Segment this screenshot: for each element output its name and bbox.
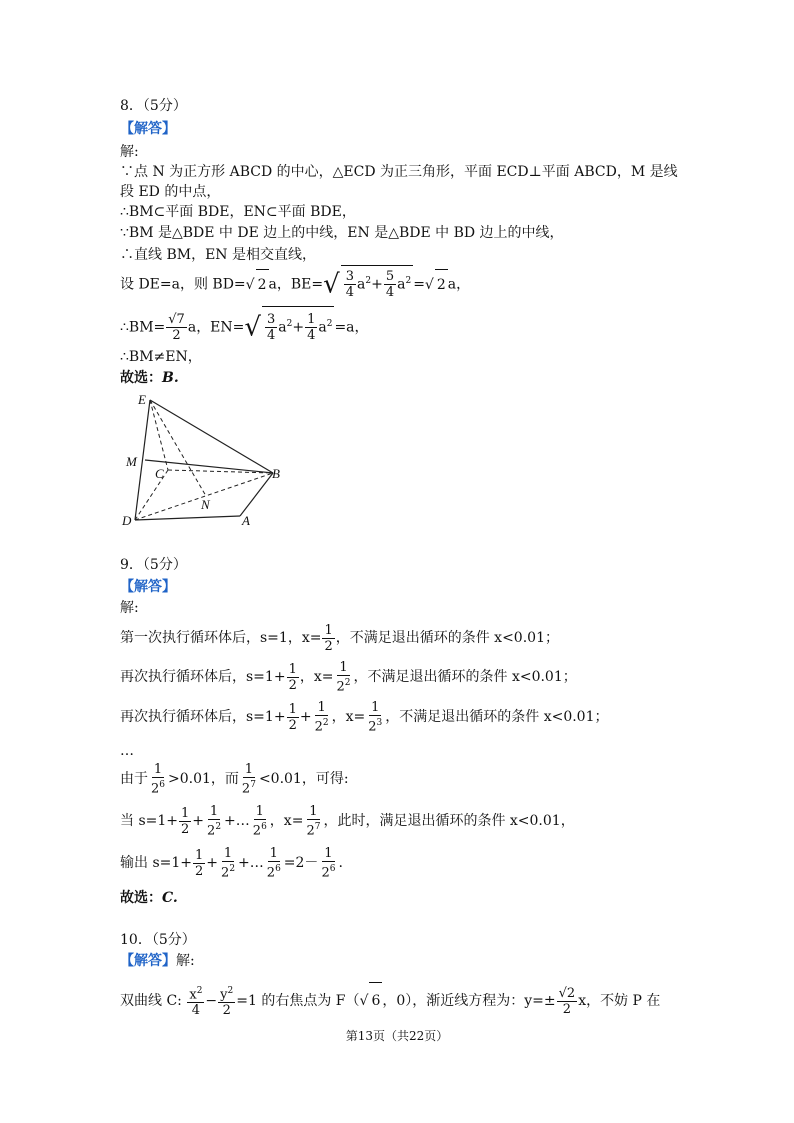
q8-line-2: 段 ED 的中点，	[120, 184, 221, 200]
q9-round-2: 再次执行循环体后，s=1+ $\frac{1}{2}$ ，x= $\frac{1}{2^2}$ ，不满足退出循环的条件 x<0.01；	[120, 660, 577, 695]
q9-answer: 故选：C.	[120, 890, 178, 906]
q9-dots: …	[120, 743, 134, 759]
q9-round-3: 再次执行循环体后，s=1+ $\frac{1}{2}$ + $\frac{1}{2^2}$ ，x= $\frac{1}{2^3}$ ，不满足退出循环的条件 x<0.01；	[120, 700, 609, 735]
q8-line-7: ∴BM= $\frac{√7}{2}$ a，EN=√ $\frac{3}{4}$ $a^2+$ $\frac{1}{4}$ $a^2 =a$，	[120, 306, 369, 345]
page-footer: 第13页（共22页）	[345, 1029, 449, 1043]
fig-label-d: D	[122, 513, 132, 528]
q8-header: 8．（5分）	[120, 98, 187, 114]
q9-because: 由于 $\frac{1}{2^6}$ >0.01，而 $\frac{1}{2^7}$ <0.01，可得:	[120, 762, 349, 797]
q8-line-4: ∵BM 是△BDE 中 DE 边上的中线，EN 是△BDE 中 BD 边上的中线，	[120, 225, 564, 241]
q9-header: 9．（5分）	[120, 557, 187, 573]
q9-tag: 【解答】	[120, 579, 176, 595]
q10-tag-line: 【解答】解:	[120, 953, 195, 969]
q8-jie: 解:	[120, 144, 139, 160]
q9-round-1: 第一次执行循环体后，s=1，x= $\frac{1}{2}$ ，不满足退出循环的条件 x<0.01；	[120, 622, 559, 654]
q9-jie: 解:	[120, 600, 139, 616]
fig-label-e: E	[138, 392, 146, 407]
fig-label-a: A	[242, 513, 250, 528]
q8-line-5: ∴直线 BM，EN 是相交直线，	[120, 247, 316, 263]
q10-header: 10．（5分）	[120, 932, 196, 948]
q10-line-1: 双曲线 C: $\frac{x^2}{4}$ − $\frac{y^2}{2}$ =1 的右焦点为 F（√ 6 ，0），渐近线方程为：y=± $\frac{√2}{2}$ x，不妨 P 在	[120, 982, 660, 1019]
fig-label-b: B	[272, 466, 280, 481]
q8-line-1: ∵点 N 为正方形 ABCD 的中心，△ECD 为正三角形，平面 ECD⊥平面 ABCD，M 是线	[120, 164, 678, 180]
q9-output: 输出 s=1+ $\frac{1}{2}$ + $\frac{1}{2^2}$ +… $\frac{1}{2^6}$ =2－ $\frac{1}{2^6}$ .	[120, 846, 343, 881]
q8-answer: 故选：B.	[120, 370, 179, 386]
fig-label-n: N	[201, 497, 210, 512]
q8-tag: 【解答】	[120, 121, 176, 137]
q9-when: 当 s=1+ $\frac{1}{2}$ + $\frac{1}{2^2}$ +… $\frac{1}{2^6}$ ，x= $\frac{1}{2^7}$ ，此时，满足退出循环的条件 x<0.01，	[120, 804, 575, 839]
q8-line-6: 设 DE=a，则 BD=√ 2 a，BE=√ $\frac{3}{4}$ $a^2+$ $\frac{5}{4}$ $a^2$ =√ 2 a，	[120, 265, 470, 300]
fig-label-c: C	[155, 466, 164, 481]
q8-line-8: ∴BM≠EN，	[120, 349, 202, 365]
fig-label-m: M	[126, 454, 137, 469]
pyramid-figure	[118, 388, 298, 538]
q8-line-3: ∴BM⊂平面 BDE，EN⊂平面 BDE，	[120, 204, 356, 220]
